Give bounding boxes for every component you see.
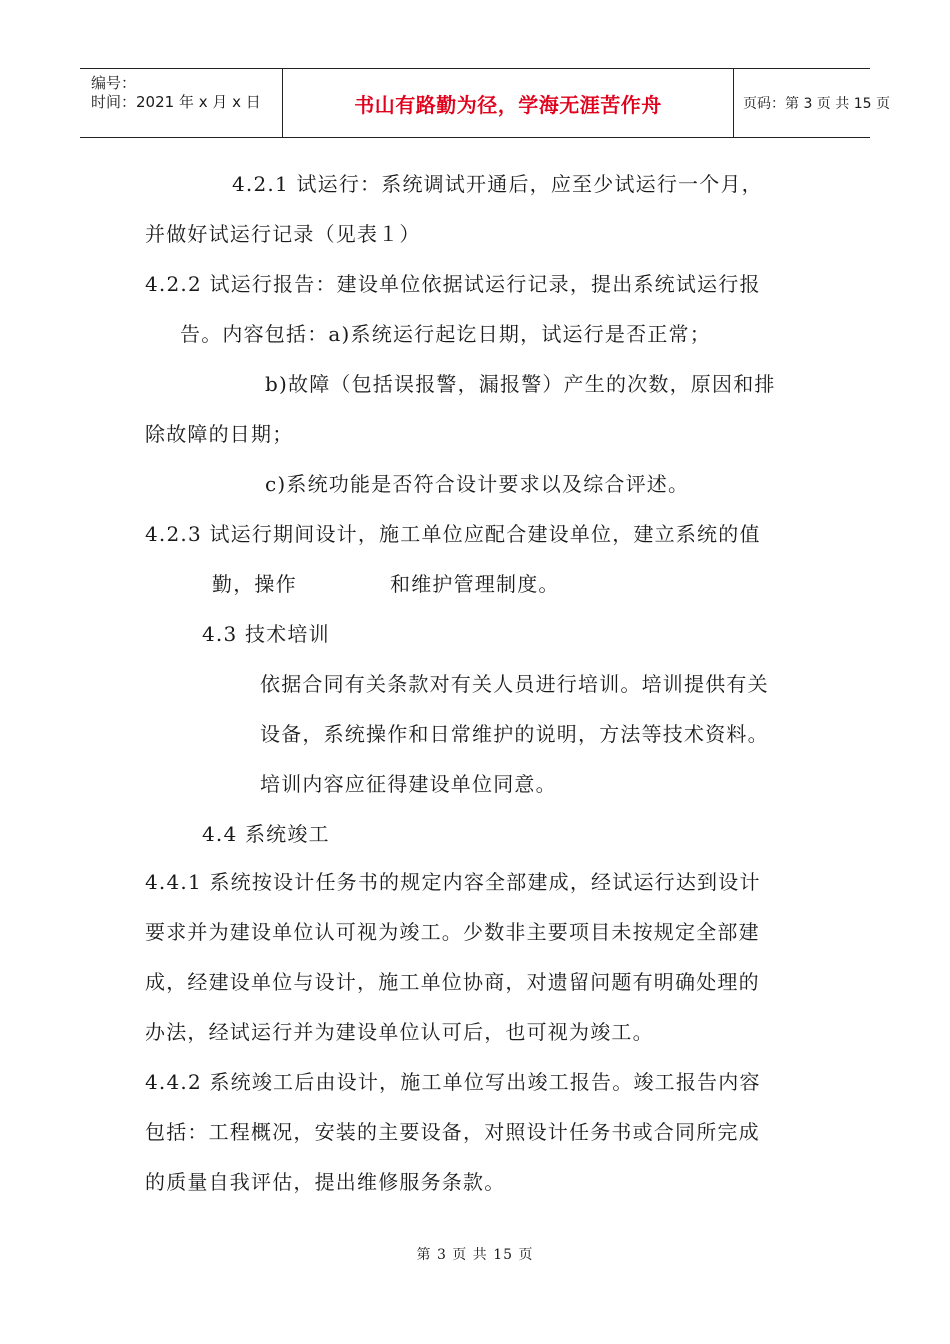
header-motto-cell — [282, 69, 734, 137]
text-line: b)故障（包括误报警，漏报警）产生的次数，原因和排 — [265, 372, 776, 396]
page-header — [80, 68, 890, 138]
section-heading: 4.3 技术培训 — [202, 622, 330, 646]
page-footer: 第 3 页 共 15 页 — [416, 1247, 534, 1263]
document-number-label: 编号： — [91, 74, 137, 92]
text-line: 告。内容包括：a)系统运行起讫日期，试运行是否正常； — [180, 322, 711, 346]
header-motto: 书山有路勤为径，学海无涯苦作舟 — [354, 92, 662, 117]
text-line: 办法，经试运行并为建设单位认可后，也可视为竣工。 — [145, 1020, 654, 1044]
text-line: 除故障的日期； — [145, 422, 294, 446]
text-line: 培训内容应征得建设单位同意。 — [260, 772, 557, 796]
header-page-info: 页码：第 3 页 共 15 页 — [743, 96, 890, 112]
text-line: 和维护管理制度。 — [390, 572, 560, 596]
text-line: 4.4.1 系统按设计任务书的规定内容全部建成，经试运行达到设计 — [145, 870, 761, 894]
text-line: 成，经建设单位与设计，施工单位协商，对遗留问题有明确处理的 — [145, 970, 760, 994]
text-line: 4.4.2 系统竣工后由设计，施工单位写出竣工报告。竣工报告内容 — [145, 1070, 761, 1094]
text-line: 4.2.3 试运行期间设计，施工单位应配合建设单位，建立系统的值 — [145, 522, 761, 546]
text-line: 设备，系统操作和日常维护的说明，方法等技术资料。 — [260, 722, 769, 746]
text-line: 4.2.2 试运行报告：建设单位依据试运行记录，提出系统试运行报 — [145, 272, 761, 296]
text-line: 包括：工程概况，安装的主要设备，对照设计任务书或合同所完成 — [145, 1120, 760, 1144]
text-line: 4.2.1 试运行：系统调试开通后，应至少试运行一个月， — [232, 172, 763, 196]
text-line: 的质量自我评估，提出维修服务条款。 — [145, 1170, 506, 1194]
header-left-cell — [80, 69, 282, 137]
document-date-label: 时间：2021 年 x 月 x 日 — [91, 93, 261, 111]
text-line: 并做好试运行记录（见表１） — [145, 222, 421, 246]
header-page-info-cell — [734, 69, 890, 137]
text-line: 要求并为建设单位认可视为竣工。少数非主要项目未按规定全部建 — [145, 920, 760, 944]
text-line: 勤，操作 — [212, 572, 297, 596]
text-line: 依据合同有关条款对有关人员进行培训。培训提供有关 — [260, 672, 769, 696]
text-line: c)系统功能是否符合设计要求以及综合评述。 — [265, 472, 690, 496]
section-heading: 4.4 系统竣工 — [202, 822, 330, 846]
